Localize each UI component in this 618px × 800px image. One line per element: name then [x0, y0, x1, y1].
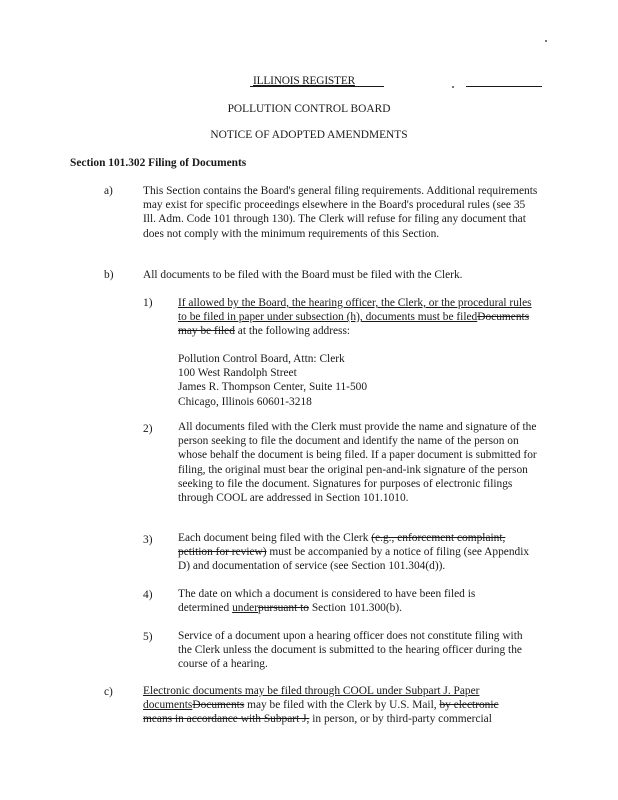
c-mid-text: may be filed with the Clerk by U.S. Mail, [244, 699, 440, 712]
sub1-inserted-text: If allowed by the Board, the hearing officer, the Clerk, or the procedural rules to be filed in paper under subsection (h), documents must be filed [178, 297, 532, 324]
sub3-pre-text: Each document being filed with the Clerk [178, 532, 372, 544]
sub4-pre-text: The date on which a document is considered to have been filed is determined [178, 588, 476, 615]
sub5-text: Service of a document upon a hearing officer does not constitute filing with the Clerk unless the document is submitted to the hearing officer during the course of a hearing. [178, 630, 523, 671]
sub1-label: 1) [143, 297, 153, 309]
sub1-deleted-text: Documents may be filed [178, 311, 530, 338]
register-title: ILLINOIS REGISTER [253, 75, 355, 87]
c-inserted-text: Electronic documents may be filed through COOL under Subpart J. Paper documents [143, 685, 480, 712]
sub4-rest-text: Section 101.300(b). [308, 602, 402, 615]
item-b-text: All documents to be filed with the Board must be filed with the Clerk. [143, 269, 463, 281]
sub1-rest-text: at the following address: [234, 325, 351, 338]
sub5-label: 5) [143, 631, 153, 643]
sub1-text [178, 296, 532, 339]
sub4-text [178, 587, 508, 615]
c-rest-text: in person, or by third-party commercial [309, 713, 492, 726]
scan-speck [452, 86, 454, 88]
sub4-inserted-text: under [232, 602, 259, 615]
item-a-label: a) [104, 185, 113, 197]
address-line: James R. Thompson Center, Suite 11-500 [178, 381, 368, 394]
item-c-label: c) [104, 686, 113, 698]
scan-speck-2 [545, 40, 547, 42]
address-block [178, 352, 538, 409]
sub3-rest-text: must be accompanied by a notice of filing (see Appendix D) and documentation of service (see Section 101.304(d)). [178, 546, 530, 573]
notice-title: NOTICE OF ADOPTED AMENDMENTS [210, 129, 408, 141]
sub4-label: 4) [143, 589, 153, 601]
header-rule-right [466, 86, 542, 87]
sub2-text: All documents filed with the Clerk must provide the name and signature of the person seeking to file the document and identify the name of the person on whose behalf the document is being filed. If a paper document is submitted for filing, the original must bear the original pen-and-ink signature of the person seeking to file the document. Signatures for purposes of electronic filings through COOL are addressed in Section 101.1010. [178, 421, 537, 505]
board-name: POLLUTION CONTROL BOARD [227, 103, 391, 115]
section-title: Section 101.302 Filing of Documents [70, 157, 247, 169]
header-rule-left [250, 86, 384, 87]
sub2-label: 2) [143, 423, 153, 435]
c-deleted-text: Documents [192, 699, 245, 712]
address-line: Chicago, Illinois 60601-3218 [178, 395, 312, 408]
item-a-text: This Section contains the Board's general filing requirements. Additional requirements may exist for specific proceedings elsewhere in the Board's procedural rules (see 35 Ill. Adm. Code 101 through 130). The Clerk will refuse for filing any document that does not comply with the minimum requirements of this Section. [143, 185, 538, 240]
sub4-deleted-text: pursuant to [258, 602, 309, 615]
sub3-text [178, 531, 536, 574]
c-deleted-text-2: by electronic means in accordance with Subpart J, [143, 699, 499, 726]
sub3-label: 3) [143, 534, 153, 546]
item-b-label: b) [104, 269, 114, 281]
address-line: Pollution Control Board, Attn: Clerk [178, 353, 345, 365]
item-c-text [143, 684, 527, 727]
sub3-deleted-text: (e.g., enforcement complaint, petition for review) [178, 532, 506, 559]
address-line: 100 West Randolph Street [178, 367, 297, 380]
